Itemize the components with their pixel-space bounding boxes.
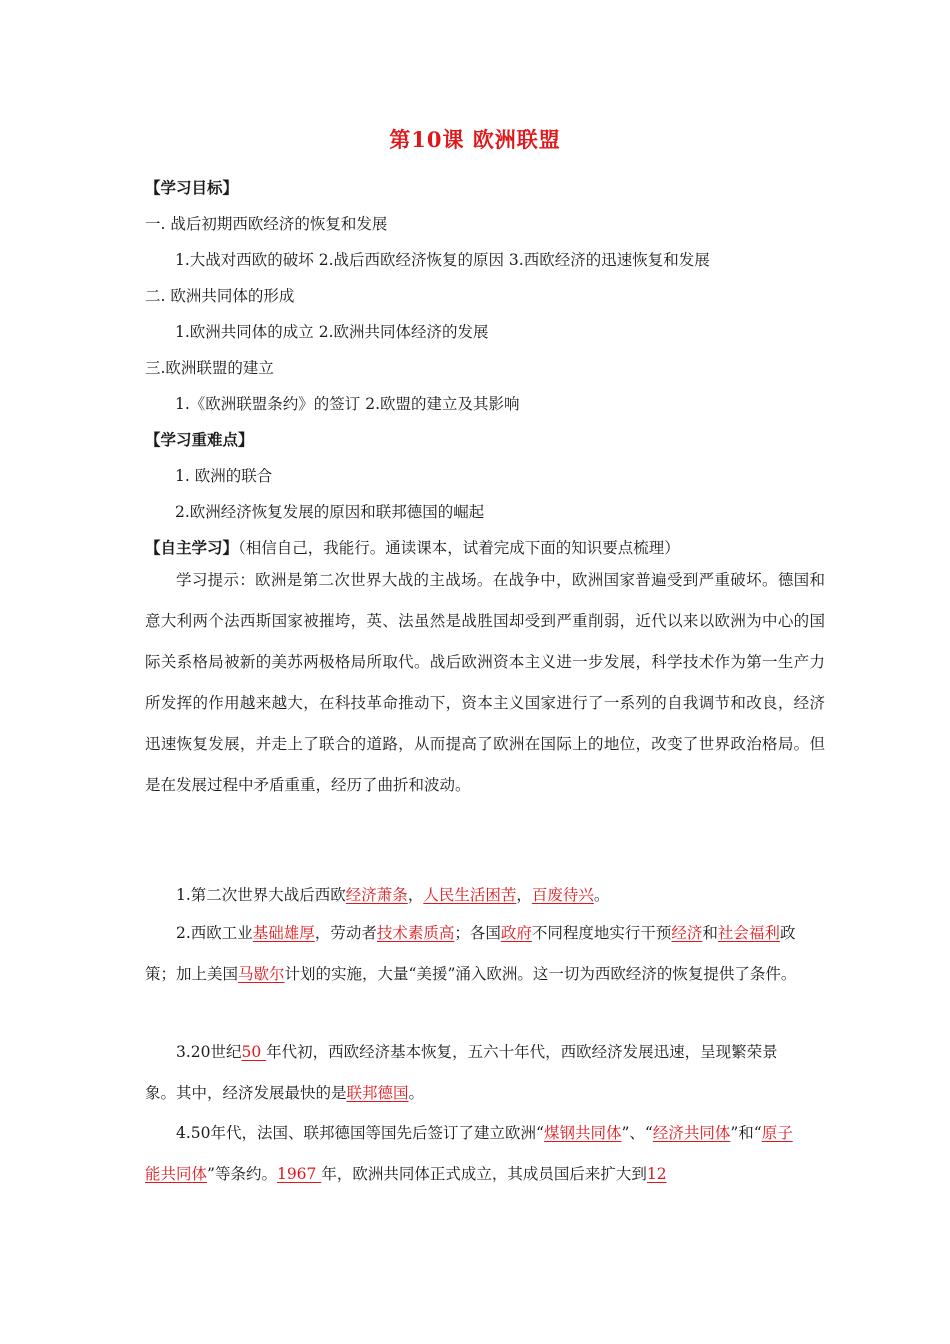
answer-blank: 人民生活困苦 — [423, 886, 517, 904]
answer-blank: 1967 — [276, 1165, 322, 1183]
question-4: 4.50年代，法国、联邦德国等国先后签订了建立欧洲“煤钢共同体”、“经济共同体”和“原子能共同体”等条约。1967 年，欧洲共同体正式成立，其成员国后来扩大到12 — [145, 1124, 793, 1183]
key-point-1: 1. 欧洲的联合 — [175, 467, 273, 485]
answer-blank: 50 — [241, 1043, 267, 1061]
question-2: 2.西欧工业基础雄厚，劳动者技术素质高；各国政府不同程度地实行干预经济和社会福利政策；加上美国马歇尔计划的实施，大量“美援”涌入欧洲。这一切为西欧经济的恢复提供了条件。 — [145, 924, 797, 983]
objectives-heading: 【学习目标】 — [145, 178, 239, 197]
objective-section-3-items: 1.《欧洲联盟条约》的签订 2.欧盟的建立及其影响 — [175, 395, 520, 413]
answer-blank: 经济共同体 — [652, 1124, 731, 1142]
answer-blank: 经济 — [671, 924, 703, 942]
key-point-2: 2.欧洲经济恢复发展的原因和联邦德国的崛起 — [175, 503, 485, 521]
answer-blank: 技术素质高 — [376, 924, 455, 942]
answer-blank: 政府 — [500, 924, 532, 942]
self-study-note: （相信自己，我能行。通读课本，试着完成下面的知识要点梳理） — [238, 539, 680, 557]
answer-blank: 原子能共同体 — [145, 1124, 793, 1183]
answer-blank: 12 — [646, 1165, 667, 1183]
page-title: 第10课 欧洲联盟 — [389, 127, 561, 152]
answer-blank: 百废待兴 — [531, 886, 594, 904]
objective-section-1-items: 1.大战对西欧的破坏 2.战后西欧经济恢复的原因 3.西欧经济的迅速恢复和发展 — [175, 251, 710, 269]
objective-section-2: 二. 欧洲共同体的形成 — [145, 287, 295, 305]
objective-section-1: 一. 战后初期西欧经济的恢复和发展 — [145, 215, 388, 233]
answer-blank: 社会福利 — [717, 924, 780, 942]
self-study-line — [145, 536, 680, 558]
objective-section-3: 三.欧洲联盟的建立 — [145, 359, 274, 377]
question-3: 3.20世纪50 年代初，西欧经济基本恢复，五六十年代，西欧经济发展迅速，呈现繁荣景象。其中，经济发展最快的是联邦德国。 — [145, 1043, 778, 1102]
key-points-heading: 【学习重难点】 — [145, 430, 254, 449]
question-1: 1.第二次世界大战后西欧经济萧条，人民生活困苦，百废待兴。 — [176, 886, 610, 904]
answer-blank: 联邦德国 — [346, 1084, 409, 1102]
self-study-heading: 【自主学习】 — [145, 538, 239, 557]
answer-blank: 经济萧条 — [345, 886, 408, 904]
answer-blank: 基础雄厚 — [252, 924, 315, 942]
answer-blank: 马歇尔 — [238, 965, 285, 983]
answer-blank: 煤钢共同体 — [543, 1124, 622, 1142]
study-hint-paragraph: 学习提示：欧洲是第二次世界大战的主战场。在战争中，欧洲国家普遍受到严重破坏。德国和意大利两个法西斯国家被摧垮，英、法虽然是战胜国却受到严重削弱，近代以来以欧洲为中心的国际关系格局被新的美苏两极格局所取代。战后欧洲资本主义进一步发展，科学技术作为第一生产力所发挥的作用越来越大，在科技革命推动下，资本主义国家进行了一系列的自我调节和改良，经济迅速恢复发展，并走上了联合的道路，从而提高了欧洲在国际上的地位，改变了世界政治格局。但是在发展过程中矛盾重重，经历了曲折和波动。 — [145, 571, 825, 794]
objective-section-2-items: 1.欧洲共同体的成立 2.欧洲共同体经济的发展 — [175, 323, 489, 341]
